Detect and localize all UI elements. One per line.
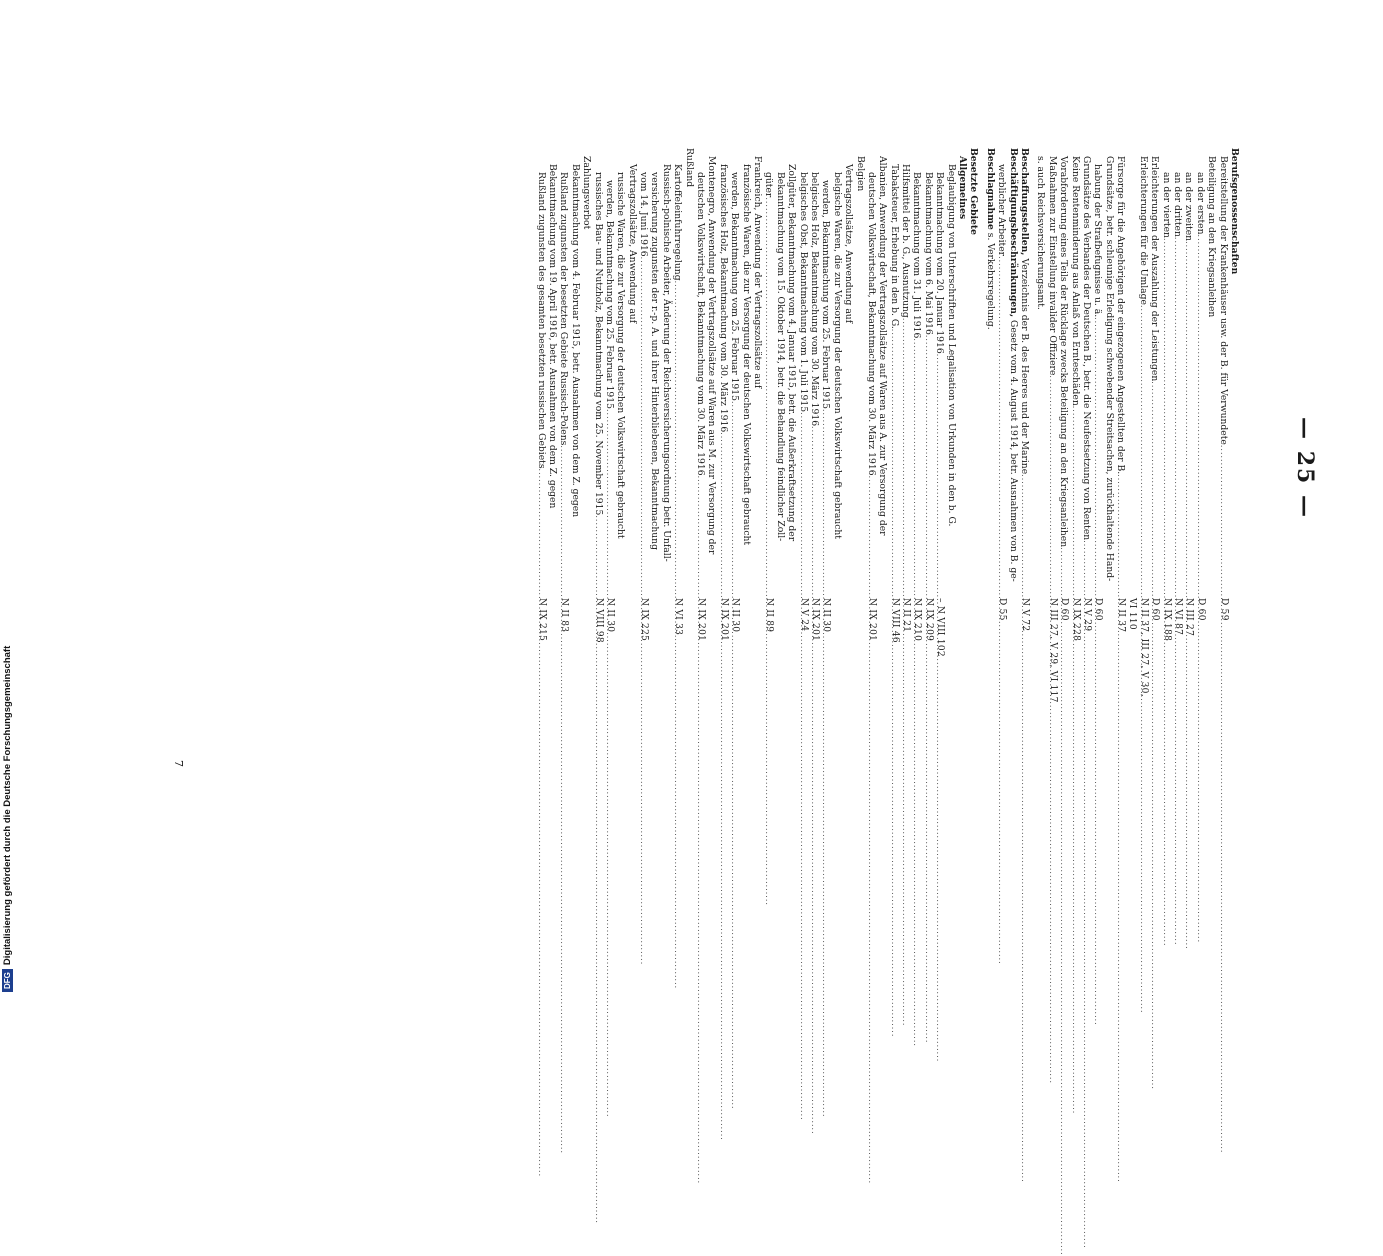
entry-reference: N IX 201 — [718, 598, 729, 642]
dot-leader — [1092, 317, 1103, 604]
entry-text: Belgien — [854, 156, 866, 192]
index-entry — [774, 148, 785, 788]
dot-leader — [934, 354, 945, 612]
dot-leader — [797, 412, 808, 612]
entry-text: Berufsgenossenschaften — [1229, 148, 1241, 275]
entry-reference: N IX 188 — [1161, 598, 1172, 642]
entry-text: belgisches Obst, Bekanntmachung vom 1. Juli 1915 — [797, 172, 809, 413]
entry-reference: N IX 201 — [809, 598, 820, 642]
dot-leader — [1137, 305, 1148, 596]
entry-text: Zahlungsverbot — [581, 156, 593, 230]
dot-leader — [763, 197, 774, 612]
entry-reference: N IX 228 — [1070, 598, 1081, 642]
dot-leader — [922, 335, 933, 612]
dfg-logo: DFG — [2, 969, 13, 992]
entry-text: habung der Strafbefugnisse u. ä. — [1092, 164, 1104, 318]
index-entry — [1035, 148, 1046, 788]
entry-text: Hilfsmittel der b. G., Ausnutzung — [900, 164, 912, 318]
index-entry — [592, 148, 603, 788]
entry-reference: D 60 — [1195, 598, 1206, 621]
index-entry — [660, 148, 671, 788]
index-entry — [900, 148, 911, 788]
entry-text: Bekanntmachung vom 15. Oktober 1914, betr. die Behandlung feindlicher Zoll- — [774, 172, 786, 542]
entry-text: Beteiligung an den Kriegsanleihen — [1206, 156, 1218, 318]
entry-text: Frankreich, Anwendung der Vertragszollsätze auf — [752, 156, 763, 389]
entry-text: Besetzte Gebiete — [968, 148, 980, 235]
entry-text: werden, Bekanntmachung vom 25. Februar 1915 — [820, 180, 832, 409]
entry-reference: N II 37, III 27, V 30, — [1138, 598, 1149, 697]
index-entry — [604, 148, 615, 788]
dot-leader — [820, 409, 831, 620]
index-entry — [1046, 148, 1057, 788]
index-entry — [763, 148, 774, 788]
index-entry — [535, 148, 546, 788]
index-entry — [1206, 148, 1217, 788]
entry-text: Grundsätze, betr. schleunige Erledigung schwebender Streitsachen, zurückhaltende Hand- — [1103, 156, 1115, 582]
entry-reference: N II 83 — [559, 598, 570, 633]
entry-text: versicherung zugunsten der r.-p. A. und ihrer Hinterbliebenen, Bekanntmachung — [649, 172, 661, 550]
dot-leader — [672, 281, 683, 604]
entry-text: Rußland — [683, 148, 695, 188]
entry-reference: N II 30 — [821, 598, 832, 633]
dot-leader — [1217, 445, 1228, 596]
dot-leader — [1172, 237, 1183, 612]
dot-leader — [888, 329, 899, 604]
entry-text: russisches Bau- und Nutzholz, Bekanntmachung vom 25. November 1915 — [592, 172, 604, 516]
entry-reference: N V 72 — [1019, 598, 1030, 632]
entry-text: Erleichterungen für die Umlage — [1137, 156, 1149, 305]
index-entry — [615, 148, 626, 788]
entry-reference: N II 37 — [1116, 598, 1127, 633]
dot-leader — [729, 401, 740, 612]
entry-text: Kartoffeleinfuhrregelung — [672, 164, 684, 281]
index-entry — [786, 148, 797, 788]
index-entry — [695, 148, 706, 788]
dot-leader — [1069, 406, 1080, 596]
index-entry — [957, 148, 968, 788]
entry-text: französisches Holz, Bekanntmachung vom 30. März 1916 — [717, 164, 729, 433]
entry-reference: N VI 87 — [1173, 598, 1184, 636]
dot-leader — [604, 409, 615, 620]
index-entry — [672, 148, 683, 788]
entry-text: Erleichterungen der Auszahlung der Leistungen — [1149, 156, 1161, 382]
index-entry — [996, 148, 1007, 788]
entry-reference: N IX 210 — [912, 598, 923, 642]
index-entry — [877, 148, 888, 788]
entry-reference: D 55 — [997, 598, 1008, 621]
entry-text: Beschaffungsstellen, Verzeichnis der B. des Heeres und der Marine — [1018, 148, 1030, 475]
dot-leader — [900, 318, 911, 604]
index-entry — [1229, 148, 1240, 788]
digitization-note-text: Digitalisierung gefördert durch die Deutsche Forschungsgemeinschaft — [2, 645, 13, 966]
entry-text: Beglaubigung von Unterschriften und Legalisation von Urkunden in den b. G. — [945, 164, 957, 527]
index-entry — [797, 148, 808, 788]
index-entry — [1069, 148, 1080, 788]
dot-leader — [911, 338, 922, 612]
index-entry — [831, 148, 842, 788]
entry-text: an der zweiten — [1183, 172, 1195, 242]
entry-text: Rußland zugunsten der besetzten Gebiete Russisch-Polens — [558, 172, 570, 446]
entry-text: Maßnahmen zur Einstellung invalider Offiziere — [1046, 156, 1058, 376]
dot-leader — [996, 256, 1007, 604]
entry-reference: – N VIII 102 — [935, 598, 946, 657]
index-entry — [740, 148, 751, 788]
page-number: — 25 — — [1292, 417, 1318, 519]
index-entry — [547, 148, 558, 788]
dot-leader — [1194, 235, 1205, 612]
entry-text: werden, Bekanntmachung vom 25. Februar 1915 — [603, 180, 615, 409]
index-entry — [922, 148, 933, 788]
index-entry — [934, 148, 945, 788]
index-entry — [1149, 148, 1160, 788]
index-entry — [984, 148, 995, 788]
dot-leader — [1046, 375, 1057, 596]
entry-reference: N II 30 — [604, 598, 615, 633]
entry-text: an der dritten — [1172, 172, 1184, 237]
entry-text: belgische Waren, die zur Versorgung der deutschen Volkswirtschaft gebraucht — [831, 172, 843, 539]
index-entry — [649, 148, 660, 788]
entry-reference: N IX 201 — [696, 598, 707, 642]
dot-leader — [535, 469, 546, 612]
dot-leader — [717, 432, 728, 604]
entry-text: russische Waren, die zur Versorgung der deutschen Volkswirtschaft gebraucht — [615, 172, 627, 539]
index-entry — [581, 148, 592, 788]
index-entry — [866, 148, 877, 788]
entry-text: Rußland zugunsten des gesamten besetzten russischen Gebiets — [535, 172, 547, 469]
entry-text: französische Waren, die zur Versorgung der deutschen Volkswirtschaft gebraucht — [740, 164, 752, 546]
entry-text: Beschäftigungsbeschränkungen, Gesetz vom 4. August 1914, betr. Ausnahmen von B. ge- — [1007, 148, 1019, 582]
entry-text: belgisches Holz, Bekanntmachung vom 30. März 1916 — [808, 172, 820, 427]
index-entry — [854, 148, 865, 788]
entry-text: Albanien, Anwendung der Vertragszollsätze auf Waren aus A. zur Versorgung der — [877, 156, 889, 536]
index-entry — [706, 148, 717, 788]
entry-reference: N VIII 98 — [593, 598, 604, 643]
entry-reference: VI 110 — [1127, 598, 1138, 630]
index-entry — [911, 148, 922, 788]
entry-reference: N IX 201 — [866, 598, 877, 642]
dot-leader — [1081, 540, 1092, 596]
dot-leader — [1183, 241, 1194, 612]
index-entry — [1126, 148, 1137, 788]
index-entry — [1183, 148, 1194, 788]
dot-leader — [1019, 474, 1030, 588]
entry-reference: N III 27 — [1184, 598, 1195, 637]
entry-text: Vorabforderung eines Teils der Rücklage zwecks Beteiligung an den Kriegsanleihen — [1058, 156, 1070, 548]
entry-reference: D 59 — [1218, 598, 1229, 621]
entry-text: Grundsätze des Verbandes der Deutschen B., betr. die Neufestsetzung von Renten — [1080, 156, 1092, 541]
index-entry — [626, 148, 637, 788]
entry-text: Beschlagnahme s. Verkehrsregelung. — [984, 148, 996, 330]
digitization-notice — [2, 646, 13, 992]
entry-reference: N II 21 — [901, 598, 912, 633]
index-entry — [1137, 148, 1148, 788]
entry-text: güter — [763, 172, 775, 198]
index-entries — [535, 148, 1240, 788]
entry-reference: N VIII 46 — [889, 598, 900, 643]
index-entry — [558, 148, 569, 788]
entry-reference: D 60 — [1059, 598, 1070, 621]
dot-leader — [809, 426, 820, 612]
index-entry — [945, 148, 956, 788]
entry-text: Montenegro, Anwendung der Vertragszollsätze auf Waren aus M. zur Versorgung der — [706, 156, 718, 555]
index-entry — [1019, 148, 1030, 788]
entry-text: Vertragszollsätze, Anwendung auf — [843, 164, 855, 324]
entry-text: an der vierten — [1160, 172, 1172, 238]
index-entry — [638, 148, 649, 788]
entry-text: Bekanntmachung vom 20. Januar 1916 — [934, 172, 946, 354]
index-entry — [968, 148, 979, 788]
entry-text: Bekanntmachung vom 6. Mai 1916 — [922, 172, 934, 335]
entry-reference: N V 29 — [1081, 598, 1092, 632]
index-entry — [1115, 148, 1126, 788]
dot-leader — [695, 476, 706, 612]
entry-reference: N V 24 — [798, 598, 809, 632]
entry-text: Allgemeines — [957, 156, 969, 220]
entry-text: vom 14. Juni 1916 — [638, 172, 650, 257]
entry-reference: N II 30 — [730, 598, 741, 633]
index-entry — [1103, 148, 1114, 788]
dot-leader — [1058, 547, 1069, 596]
entry-text: Bekanntmachung vom 4. Februar 1915, betr. Ausnahmen von dem Z. gegen — [569, 164, 581, 518]
entry-reference: N II 89 — [764, 598, 775, 633]
entry-text: deutschen Volkswirtschaft, Bekanntmachung vom 30. März 1916 — [695, 172, 707, 476]
index-entry — [1081, 148, 1092, 788]
index-entry — [1160, 148, 1171, 788]
dot-leader — [1149, 381, 1160, 596]
document-page — [160, 148, 1318, 788]
entry-reference: D 60 — [1093, 598, 1104, 621]
entry-text: Bereitstellung der Krankenhäuser usw. der B. für Verwundete — [1217, 156, 1229, 445]
entry-reference: N VI 33 — [673, 598, 684, 636]
index-entry — [820, 148, 831, 788]
entry-text: Bekanntmachung vom 31. Juli 1916 — [911, 172, 923, 339]
index-entry — [683, 148, 694, 788]
index-entry — [1092, 148, 1103, 788]
entry-text: deutschen Volkswirtschaft, Bekanntmachung vom 30. März 1916 — [865, 172, 877, 476]
dot-leader — [1160, 238, 1171, 612]
entry-text: Zollgüter, Bekanntmachung vom 4. Januar 1915, betr. die Außerkraftsetzung der — [786, 164, 798, 542]
index-entry — [843, 148, 854, 788]
entry-reference: D 60 — [1150, 598, 1161, 621]
dot-leader — [638, 257, 649, 612]
entry-text: werden, Bekanntmachung vom 25. Februar 1915 — [729, 172, 741, 401]
index-entry — [809, 148, 820, 788]
index-entry — [1172, 148, 1183, 788]
entry-text: Tabaksteuer, Erhebung in den b. G. — [888, 164, 900, 329]
entry-reference: N IX 215 — [536, 598, 547, 642]
entry-reference: N IX 209 — [923, 598, 934, 642]
entry-text: Keine Rentenminderung aus Anlaß von Ernteschäden — [1069, 156, 1081, 406]
dot-leader — [558, 445, 569, 612]
entry-reference: N IX 225 — [639, 598, 650, 642]
entry-text: an der ersten — [1194, 172, 1206, 235]
index-entry — [1217, 148, 1228, 788]
entry-text: s. auch Reichsversicherungsamt. — [1035, 156, 1047, 310]
index-entry — [1058, 148, 1069, 788]
entry-reference: N III 27, V 29, VI 117 — [1047, 598, 1058, 703]
index-entry — [569, 148, 580, 788]
index-entry — [888, 148, 899, 788]
dot-leader — [1115, 474, 1126, 596]
entry-text: Vertragszollsätze, Anwendung auf — [626, 164, 638, 324]
entry-text: Bekanntmachung vom 19. April 1916, betr. Ausnahmen von dem Z. gegen — [546, 164, 558, 509]
entry-text: Fürsorge für die Angehörigen der eingezogenen Angestellten der B. — [1115, 156, 1127, 475]
index-entry — [1007, 148, 1018, 788]
footer-page-mark: 7 — [172, 760, 185, 767]
dot-leader — [866, 476, 877, 612]
entry-text: werblicher Arbeiter — [996, 164, 1008, 257]
entry-text: Russisch-polnische Arbeiter, Änderung der Reichsversicherungsordnung betr. Unfall- — [660, 164, 672, 562]
index-entry — [1194, 148, 1205, 788]
index-entry — [752, 148, 763, 788]
index-entry — [717, 148, 728, 788]
index-entry — [729, 148, 740, 788]
